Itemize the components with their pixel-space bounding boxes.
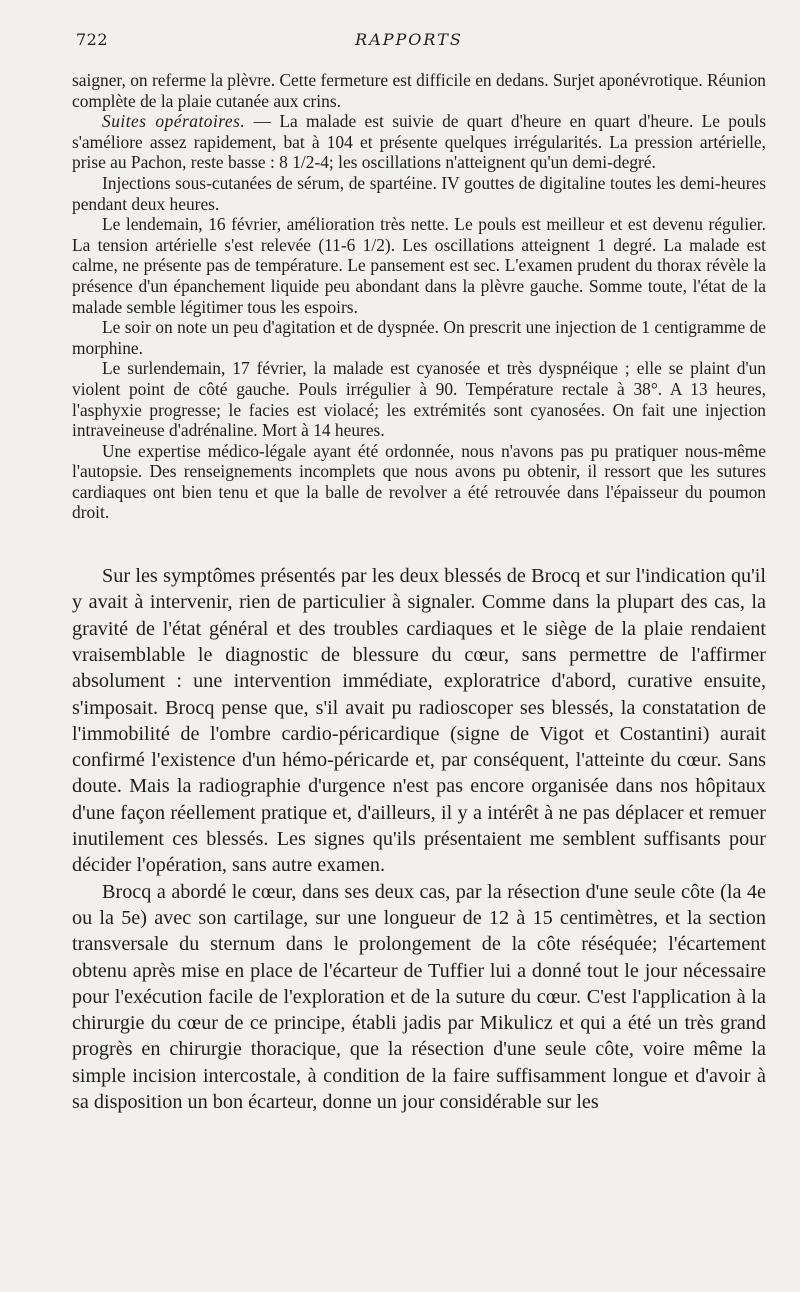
- case-report: [72, 70, 766, 523]
- page-number: 722: [76, 30, 109, 49]
- section-lead-suites-operatoires: Suites opératoires.: [102, 111, 246, 132]
- case-paragraph: Le soir on note un peu d'agitation et de dyspnée. On prescrit une injection de 1 centigramme de morphine.: [72, 317, 766, 358]
- case-paragraph: Le surlendemain, 17 février, la malade est cyanosée et très dyspnéique ; elle se plaint d'un violent point de côté gauche. Pouls irrégulier à 90. Température rectale à 38°. A 13 heures, l'asphyxie progresse; le facies est violacé; les extrémités sont cyanosées. On fait une injection intraveineuse d'adrénaline. Mort à 14 heures.: [72, 358, 766, 441]
- discussion-paragraph: Sur les symptômes présentés par les deux blessés de Brocq et sur l'indication qu'il y avait à intervenir, rien de particulier à signaler. Comme dans la plupart des cas, la gravité de l'état général et des troubles cardiaques et le siège de la plaie rendaient vraisemblable le diagnostic de blessure du cœur, sans permettre de l'affirmer absolument : une intervention immédiate, exploratrice d'abord, curative ensuite, s'imposait. Brocq pense que, s'il avait pu radioscoper ses blessés, la constatation de l'immobilité de l'ombre cardio-péricardique (signe de Vigot et Costantini) aurait confirmé l'existence d'un hémo-péricarde et, par conséquent, l'atteinte du cœur. Sans doute. Mais la radiographie d'urgence n'est pas encore organisée dans nos hôpitaux d'une façon réellement pratique et, d'ailleurs, il y a intérêt à ne pas déplacer et remuer inutilement ces blessés. Les signes qu'ils présentaient me semblent suffisants pour décider l'opération, sans autre examen.: [72, 565, 766, 877]
- discussion-paragraph: Brocq a abordé le cœur, dans ses deux cas, par la résection d'une seule côte (la 4e ou la 5e) avec son cartilage, sur une longueur de 12 à 15 centimètres, et la section transversale du sternum dans le prolongement de la côte réséquée; l'écartement obtenu après mise en place de l'écarteur de Tuffier lui a donné tout le jour nécessaire pour l'exécution facile de l'exploration et de la suture du cœur. C'est l'application à la chirurgie du cœur de ce principe, établi jadis par Mikulicz et qui a été un très grand progrès en chirurgie thoracique, que la résection d'une seule côte, voire même la simple incision intercostale, à condition de la faire suffisamment longue et d'avoir à sa disposition un bon écarteur, donne un jour considérable sur les: [72, 880, 766, 1113]
- running-head: [72, 28, 766, 58]
- case-paragraph: saigner, on referme la plèvre. Cette fermeture est difficile en dedans. Surjet aponévrotique. Réunion complète de la plaie cutanée aux crins.: [72, 70, 766, 111]
- case-paragraph-text: — La malade est suivie de quart d'heure en quart d'heure. Le pouls s'améliore assez rapidement, bat à 104 et présente quelques irrégularités. La pression artérielle, prise au Pachon, reste basse : 8 1/2-4; les oscillations n'atteignent qu'un demi-degré.: [72, 111, 766, 173]
- running-title: RAPPORTS: [355, 30, 463, 49]
- case-paragraph-suites: [72, 111, 766, 173]
- discussion: [72, 563, 766, 1115]
- case-paragraph: Le lendemain, 16 février, amélioration très nette. Le pouls est meilleur et est devenu régulier. La tension artérielle s'est relevée (11-6 1/2). Les oscillations atteignent 1 degré. La malade est calme, ne présente pas de température. Le pansement est sec. L'examen prudent du thorax révèle la présence d'un épanchement liquide peu abondant dans la plèvre gauche. Somme toute, l'état de la malade semble légitimer tous les espoirs.: [72, 214, 766, 317]
- case-paragraph: Une expertise médico-légale ayant été ordonnée, nous n'avons pas pu pratiquer nous-même l'autopsie. Des renseignements incomplets que nous avons pu obtenir, il ressort que les sutures cardiaques ont bien tenu et que la balle de revolver a été retrouvée dans l'épaisseur du poumon droit.: [72, 440, 766, 523]
- case-paragraph: Injections sous-cutanées de sérum, de spartéine. IV gouttes de digitaline toutes les demi-heures pendant deux heures.: [72, 172, 766, 214]
